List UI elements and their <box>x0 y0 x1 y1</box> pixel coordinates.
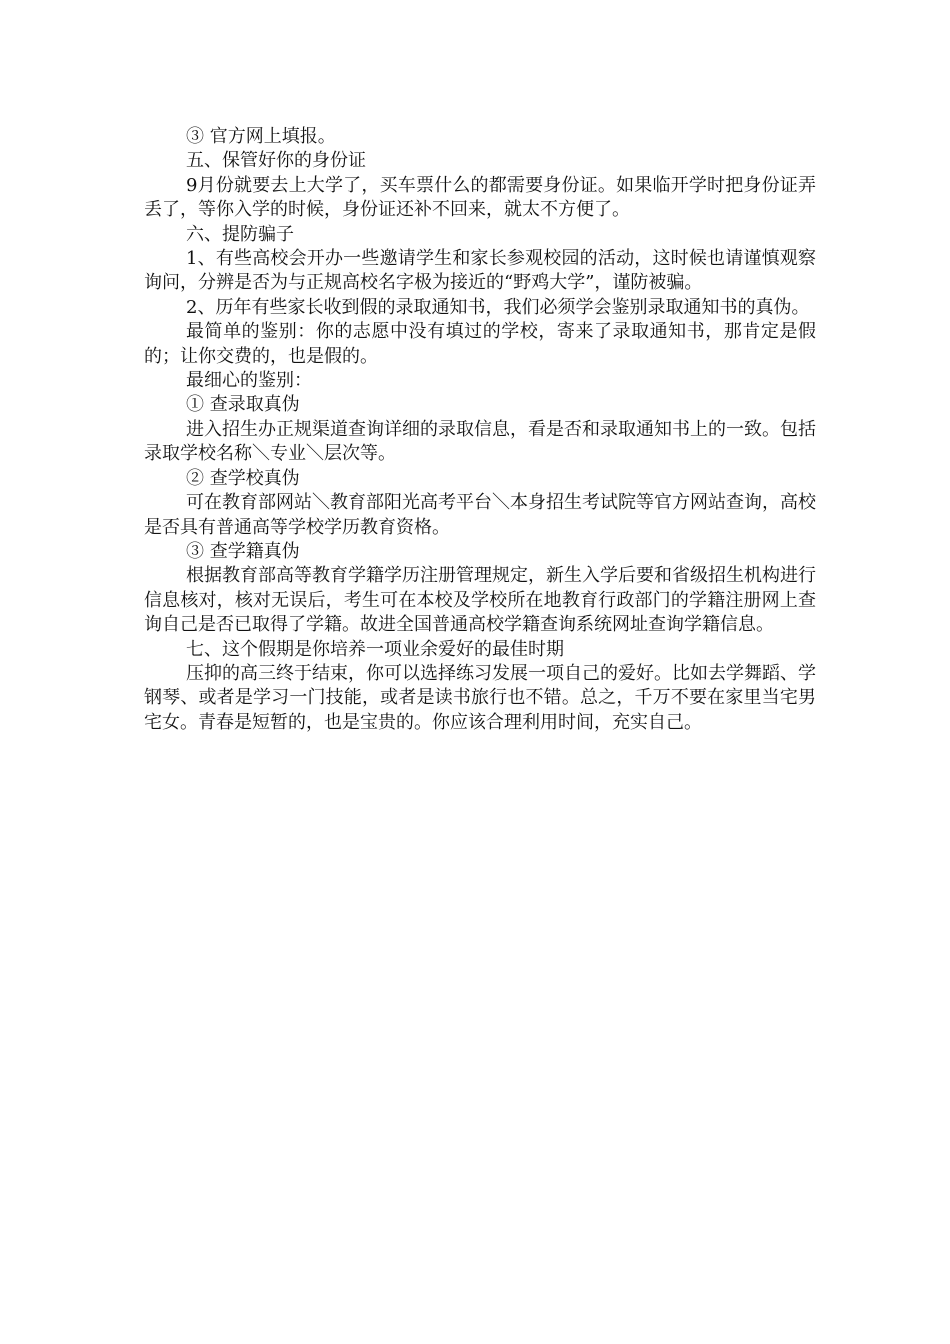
paragraph: 压抑的高三终于结束，你可以选择练习发展一项自己的爱好。比如去学舞蹈、学钢琴、或者是学习一门技能，或者是读书旅行也不错。总之，千万不要在家里当宅男宅女。青春是短暂的，也是宝贵的。你应该合理利用时间，充实自己。 <box>144 662 816 733</box>
list-item: ① 查录取真伪 <box>186 394 300 416</box>
paragraph: 最简单的鉴别：你的志愿中没有填过的学校，寄来了录取通知书，那肯定是假的；让你交费的，也是假的。 <box>144 321 816 367</box>
paragraph: 最细心的鉴别： <box>186 370 312 392</box>
paragraph: 进入招生办正规渠道查询详细的录取信息，看是否和录取通知书上的一致。包括录取学校名称＼专业＼层次等。 <box>144 418 816 465</box>
paragraph: 9月份就要去上大学了，买车票什么的都需要身份证。如果临开学时把身份证弄丢了，等你入学的时候，身份证还补不回来，就太不方便了。 <box>144 174 816 221</box>
list-item: ② 查学校真伪 <box>186 467 300 489</box>
document-body <box>144 125 816 735</box>
paragraph: 2、历年有些家长收到假的录取通知书，我们必须学会鉴别录取通知书的真伪。 <box>186 296 810 318</box>
section-heading: 六、提防骗子 <box>186 223 294 245</box>
list-item: ③ 查学籍真伪 <box>186 540 300 562</box>
section-heading: 七、这个假期是你培养一项业余爱好的最佳时期 <box>186 638 564 660</box>
section-heading: 五、保管好你的身份证 <box>186 150 366 172</box>
paragraph: 1、有些高校会开办一些邀请学生和家长参观校园的活动，这时候也请谨慎观察询问，分辨是否为与正规高校名字极为接近的“野鸡大学”，谨防被骗。 <box>144 248 816 294</box>
paragraph: ③ 官方网上填报。 <box>186 126 336 147</box>
paragraph: 可在教育部网站＼教育部阳光高考平台＼本身招生考试院等官方网站查询，高校是否具有普通高等学校学历教育资格。 <box>144 492 816 538</box>
paragraph: 根据教育部高等教育学籍学历注册管理规定，新生入学后要和省级招生机构进行信息核对，核对无误后，考生可在本校及学校所在地教育行政部门的学籍注册网上查询自己是否已取得了学籍。故进全国普通高校学籍查询系统网址查询学籍信息。 <box>144 565 816 636</box>
